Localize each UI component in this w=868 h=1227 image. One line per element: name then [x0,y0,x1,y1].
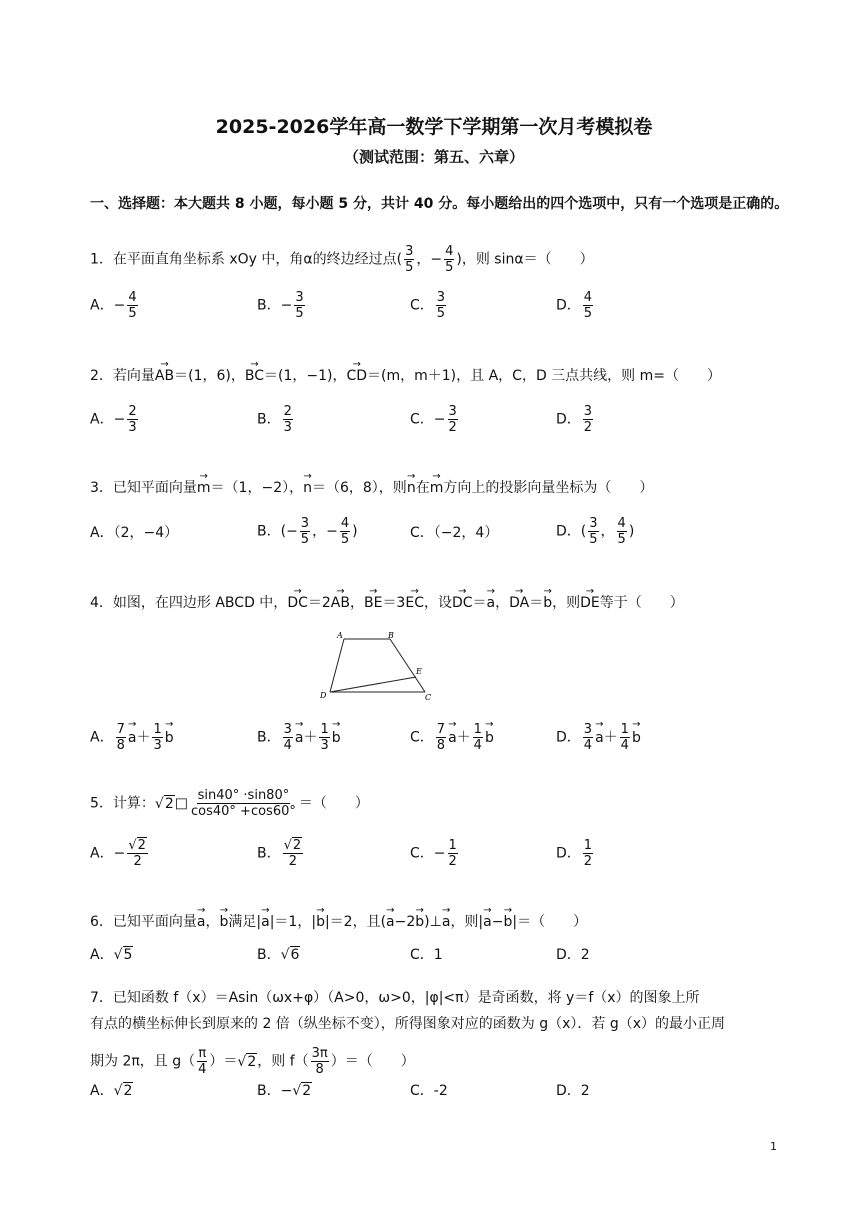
q5-option-c: C．− $\frac{1}{2}$ [410,838,457,869]
question-7-line-3: 期为 2π，且 g（ $\frac{\pi}{4}$ ）＝√2，则 f（ $\frac{3\pi}{8}$ ）＝（ ） [90,1046,415,1077]
q2-option-b: B． $\frac{2}{3}$ [257,404,292,435]
question-7-line-1: 7．已知函数 f（x）＝Asin（ωx+φ）（A>0，ω>0，|φ|<π）是奇函数，将 y＝f（x）的图象上所 [90,990,700,1006]
q7-option-c: C．-2 [410,1083,448,1099]
section-heading: 一、选择题：本大题共 8 小题，每小题 5 分，共计 40 分。每小题给出的四个选项中，只有一个选项是正确的。 [90,196,789,212]
q2-option-a: A．− $\frac{2}{3}$ [90,404,137,435]
figure-label-a: A [337,631,343,640]
q1-option-a: A．− $\frac{4}{5}$ [90,290,137,321]
q3-option-a: A．（2，−4） [90,525,179,541]
q1-option-d: D． $\frac{4}{5}$ [556,290,593,321]
figure-label-b: B [388,631,394,640]
q7-option-a: A．√2 [90,1083,133,1099]
q2-option-c: C．− $\frac{3}{2}$ [410,404,457,435]
q6-option-b: B．√6 [257,947,300,963]
q4-option-a: A． $\frac{7}{8}$ → a＋ $\frac{1}{3}$ → b [90,722,174,753]
q3-option-b: B．(− $\frac{3}{5}$ ，− $\frac{4}{5}$ ) [257,516,358,547]
document-title: 2025-2026学年高一数学下学期第一次月考模拟卷 [215,116,653,138]
q5-option-b: B． $\frac{√2}{2}$ [257,838,302,869]
question-3-stem: 3．已知平面向量→ m＝（1，−2），→ n＝（6，8），则→ n在→ m方向上的投影向量坐标为（ ） [90,478,653,498]
q2-option-d: D． $\frac{3}{2}$ [556,404,593,435]
q1-option-c: C． $\frac{3}{5}$ [410,290,446,321]
q5-option-d: D． $\frac{1}{2}$ [556,838,593,869]
document-subtitle: （测试范围：第五、六章） [343,148,524,166]
question-1-stem: 1．在平面直角坐标系 xOy 中，角α的终边经过点( $\frac{3}{5}$ ，− $\frac{4}{5}$ )，则 sinα＝（ ） [90,244,594,275]
figure-label-c: C [425,693,432,702]
figure-label-e: E [416,667,422,676]
q7-option-b: B．−√2 [257,1083,312,1099]
q4-option-d: D． $\frac{3}{4}$ → a＋ $\frac{1}{4}$ → b [556,722,641,753]
q1-option-b: B．− $\frac{3}{5}$ [257,290,304,321]
question-4-stem: 4．如图，在四边形 ABCD 中，→ DC＝2→ AB，→ BE＝3→ EC，设→ DC＝→ a，→ DA＝→ b，则→ DE等于（ ） [90,593,684,613]
q3-option-d: D．( $\frac{3}{5}$ ， $\frac{4}{5}$ ) [556,516,635,547]
question-2-stem: 2．若向量→ AB＝(1，6)，→ BC＝(1，−1)，→ CD＝(m，m＋1)，且 A，C，D 三点共线，则 m=（ ） [90,366,721,386]
figure-label-d: D [320,691,327,700]
question-6-stem: 6．已知平面向量→ a，→ b满足|→ a|＝1，|→ b|＝2，且(→ a−2→ b)⊥→ a，则|→ a−→ b|＝（ ） [90,912,587,932]
quadrilateral-figure [312,628,442,702]
page-number: 1 [770,1140,777,1153]
question-7-line-2: 有点的横坐标伸长到原来的 2 倍（纵坐标不变），所得图象对应的函数为 g（x）．若 g（x）的最小正周 [90,1016,726,1032]
q4-option-c: C． $\frac{7}{8}$ → a＋ $\frac{1}{4}$ → b [410,722,494,753]
q3-option-c: C．（−2，4） [410,525,499,541]
q7-option-d: D．2 [556,1083,590,1099]
q6-option-c: C．1 [410,947,443,963]
question-5-stem: 5．计算：√2□ $\frac{\sin 40^\circ \cdot\sin 80^\circ}{\cos 40^\circ +\cos 60^\circ}$ ＝（ ） [90,788,369,819]
q6-option-d: D．2 [556,947,590,963]
q5-option-a: A．− $\frac{√2}{2}$ [90,838,146,869]
q4-option-b: B． $\frac{3}{4}$ → a＋ $\frac{1}{3}$ → b [257,722,341,753]
q6-option-a: A．√5 [90,947,133,963]
